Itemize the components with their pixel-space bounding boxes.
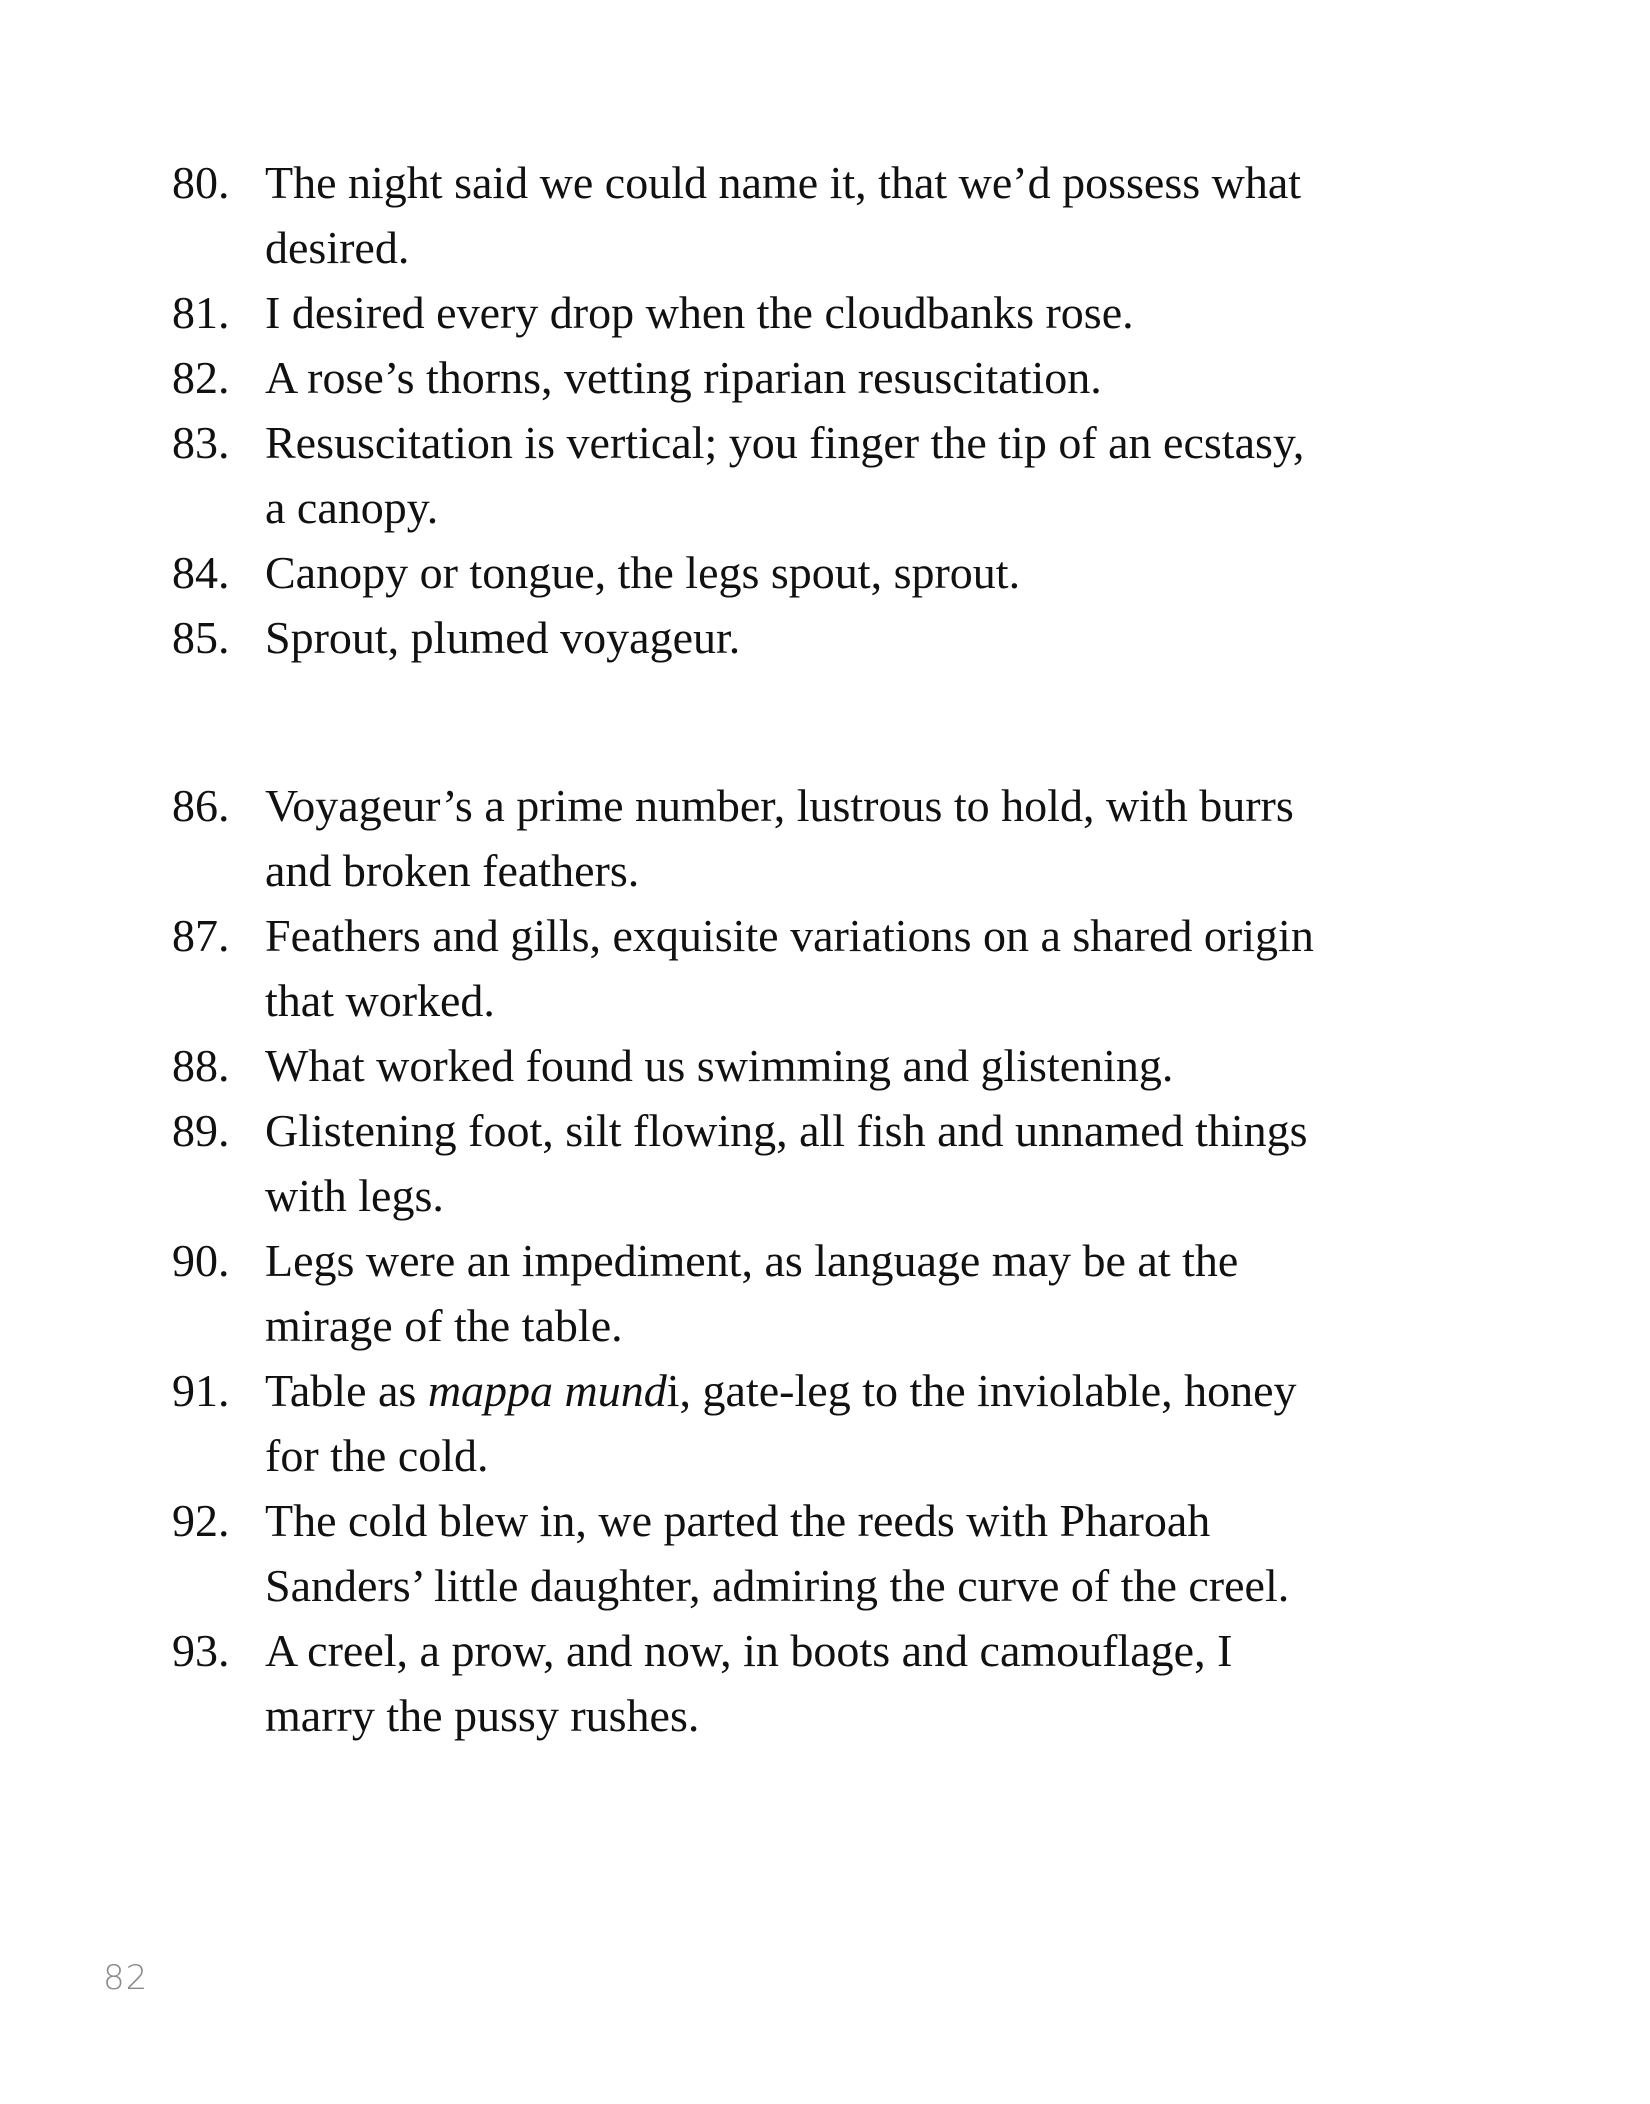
numbered-line <box>172 1358 1472 1488</box>
text-line <box>265 1163 1472 1228</box>
numbered-line <box>172 345 1472 410</box>
text-line <box>265 903 1472 968</box>
text-run: A creel, a prow, and now, in boots and camouflage, I <box>265 1625 1233 1676</box>
line-text <box>265 1098 1472 1228</box>
text-line <box>265 968 1472 1033</box>
text-run: Resuscitation is vertical; you finger the tip of an ecstasy, <box>265 417 1305 468</box>
line-number: 86. <box>172 780 230 831</box>
text-line <box>265 1553 1472 1618</box>
line-text <box>265 1488 1472 1618</box>
line-number: 81. <box>172 287 230 338</box>
text-run: Voyageur’s a prime number, lustrous to hold, with burrs <box>265 780 1294 831</box>
numbered-line <box>172 1228 1472 1358</box>
text-line <box>265 1423 1472 1488</box>
text-line <box>265 345 1472 410</box>
numbered-line <box>172 1098 1472 1228</box>
text-line <box>265 1033 1472 1098</box>
numbered-line <box>172 1033 1472 1098</box>
text-line <box>265 1228 1472 1293</box>
stanza <box>172 773 1472 1748</box>
text-line <box>265 1098 1472 1163</box>
text-run: and broken feathers. <box>265 845 640 896</box>
line-number: 91. <box>172 1365 230 1416</box>
stanza <box>172 150 1472 670</box>
text-line <box>265 1683 1472 1748</box>
line-text <box>265 540 1472 605</box>
text-run: Legs were an impediment, as language may be at the <box>265 1235 1239 1286</box>
line-number: 85. <box>172 612 230 663</box>
line-number: 88. <box>172 1040 230 1091</box>
text-line <box>265 1358 1472 1423</box>
text-run: Sprout, plumed voyageur. <box>265 612 741 663</box>
line-text <box>265 773 1472 903</box>
numbered-poem <box>172 150 1472 1748</box>
text-line <box>265 773 1472 838</box>
text-run: Feathers and gills, exquisite variations on a shared origin <box>265 910 1314 961</box>
text-run: that worked. <box>265 975 495 1026</box>
text-run: mirage of the table. <box>265 1300 623 1351</box>
text-run: for the cold. <box>265 1430 489 1481</box>
line-text <box>265 1618 1472 1748</box>
text-line <box>265 215 1472 280</box>
text-run: The cold blew in, we parted the reeds with Pharoah <box>265 1495 1211 1546</box>
text-run: a canopy. <box>265 482 439 533</box>
line-text <box>265 410 1472 540</box>
text-run: marry the pussy rushes. <box>265 1690 700 1741</box>
text-run: A rose’s thorns, vetting riparian resuscitation. <box>265 352 1102 403</box>
text-line <box>265 410 1472 475</box>
numbered-line <box>172 280 1472 345</box>
numbered-line <box>172 1488 1472 1618</box>
text-run: Table as <box>265 1365 428 1416</box>
numbered-line <box>172 540 1472 605</box>
text-run: Canopy or tongue, the legs spout, sprout. <box>265 547 1021 598</box>
line-text <box>265 280 1472 345</box>
text-line <box>265 475 1472 540</box>
line-text <box>265 345 1472 410</box>
line-number: 80. <box>172 157 230 208</box>
numbered-line <box>172 773 1472 903</box>
text-line <box>265 838 1472 903</box>
text-run: Sanders’ little daughter, admiring the curve of the creel. <box>265 1560 1290 1611</box>
text-line <box>265 605 1472 670</box>
numbered-line <box>172 605 1472 670</box>
line-text <box>265 903 1472 1033</box>
text-run: What worked found us swimming and glistening. <box>265 1040 1174 1091</box>
line-number: 87. <box>172 910 230 961</box>
line-number: 90. <box>172 1235 230 1286</box>
line-text <box>265 1228 1472 1358</box>
numbered-line <box>172 903 1472 1033</box>
line-number: 83. <box>172 417 230 468</box>
numbered-line <box>172 410 1472 540</box>
text-line <box>265 1293 1472 1358</box>
text-run: i, gate-leg to the inviolable, honey <box>666 1365 1297 1416</box>
line-number: 92. <box>172 1495 230 1546</box>
text-line <box>265 1488 1472 1553</box>
line-text <box>265 1358 1472 1488</box>
line-number: 84. <box>172 547 230 598</box>
text-run: I desired every drop when the cloudbanks rose. <box>265 287 1134 338</box>
text-run: desired. <box>265 222 410 273</box>
line-text <box>265 605 1472 670</box>
line-text <box>265 1033 1472 1098</box>
text-line <box>265 150 1472 215</box>
line-number: 89. <box>172 1105 230 1156</box>
text-run: with legs. <box>265 1170 444 1221</box>
page-number: 82 <box>103 1958 149 1998</box>
numbered-line <box>172 150 1472 280</box>
text-line <box>265 540 1472 605</box>
text-line <box>265 280 1472 345</box>
text-run: The night said we could name it, that we’d possess what <box>265 157 1302 208</box>
line-number: 82. <box>172 352 230 403</box>
text-run: Glistening foot, silt flowing, all fish and unnamed things <box>265 1105 1308 1156</box>
line-number: 93. <box>172 1625 230 1676</box>
text-line <box>265 1618 1472 1683</box>
italic-text: mappa mund <box>427 1365 667 1416</box>
numbered-line <box>172 1618 1472 1748</box>
line-text <box>265 150 1472 280</box>
